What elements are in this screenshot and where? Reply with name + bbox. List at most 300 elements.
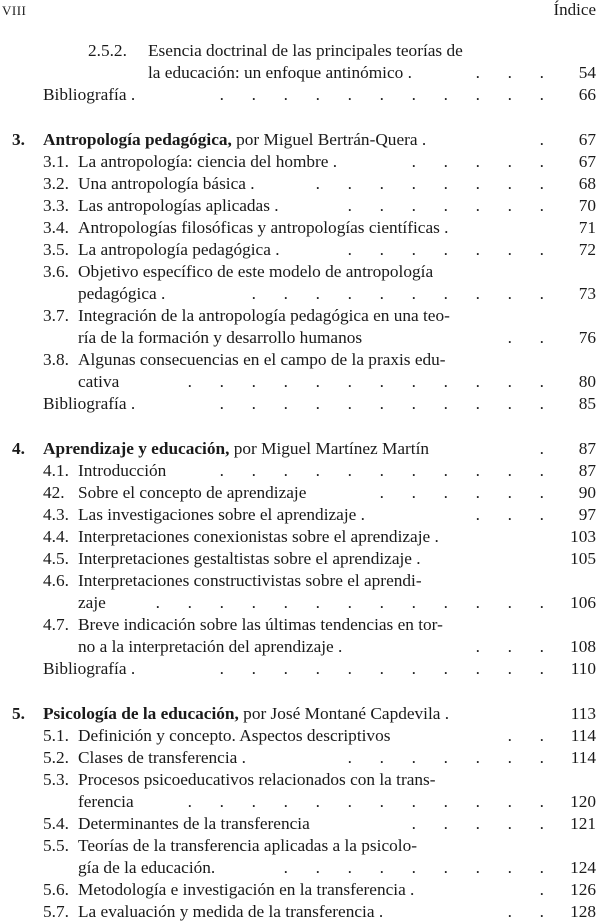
dot-leader <box>352 482 544 503</box>
leader-dot: . <box>539 902 544 921</box>
toc-line <box>0 283 600 304</box>
section-number: 4.1. <box>43 461 69 480</box>
chapter-heading <box>0 703 600 724</box>
leader-dot: . <box>347 461 352 480</box>
chapter-title: Antropología pedagógica, <box>43 130 232 149</box>
leader-dot: . <box>443 659 448 678</box>
section-title: Interpretaciones conexionistas sobre el aprendizaje . <box>78 527 439 546</box>
leader-dot: . <box>347 85 352 104</box>
section-number: 5.1. <box>43 726 69 745</box>
leader-dot: . <box>507 284 512 303</box>
running-title: Índice <box>553 0 596 19</box>
leader-dot: . <box>379 394 384 413</box>
leader-dot: . <box>443 372 448 391</box>
leader-dot: . <box>539 240 544 259</box>
leader-dot: . <box>283 461 288 480</box>
chapter-title: Aprendizaje y educación, <box>43 439 230 458</box>
section-title: Las antropologías aplicadas . <box>78 196 279 215</box>
toc-line <box>0 769 600 790</box>
leader-dot: . <box>187 593 192 612</box>
page-ref: 87 <box>578 439 596 458</box>
leader-dot: . <box>251 394 256 413</box>
leader-dot: . <box>475 505 480 524</box>
leader-dot: . <box>507 814 512 833</box>
leader-dot: . <box>443 174 448 193</box>
leader-dot: . <box>315 394 320 413</box>
dot-leader <box>448 636 544 657</box>
leader-dot: . <box>347 196 352 215</box>
leader-dot: . <box>539 483 544 502</box>
leader-dot: . <box>347 394 352 413</box>
leader-dot: . <box>539 394 544 413</box>
dot-leader <box>384 151 544 172</box>
dot-leader <box>160 371 544 392</box>
leader-dot: . <box>443 240 448 259</box>
leader-dot: . <box>219 85 224 104</box>
leader-dot: . <box>251 792 256 811</box>
section-title: ría de la formación y desarrollo humanos <box>78 328 363 347</box>
leader-dot: . <box>347 748 352 767</box>
leader-dot: . <box>283 372 288 391</box>
leader-dot: . <box>251 659 256 678</box>
leader-dot: . <box>443 483 448 502</box>
page-ref: 108 <box>570 637 596 656</box>
leader-dot: . <box>507 637 512 656</box>
section-number: 3.5. <box>43 240 69 259</box>
section-number: 42. <box>43 483 65 502</box>
section-title: Determinantes de la transferencia <box>78 814 310 833</box>
leader-dot: . <box>539 659 544 678</box>
leader-dot: . <box>411 792 416 811</box>
dot-leader <box>320 195 544 216</box>
page-ref: 76 <box>578 328 596 347</box>
section-title: Procesos psicoeducativos relacionados con la trans- <box>78 770 436 789</box>
dot-leader <box>512 438 544 459</box>
section-title: La antropología pedagógica . <box>78 240 280 259</box>
toc-line <box>0 636 600 657</box>
chapter-number: 5. <box>12 704 25 723</box>
toc-line <box>0 570 600 591</box>
chapter-heading <box>0 438 600 459</box>
leader-dot: . <box>411 85 416 104</box>
leader-dot: . <box>379 372 384 391</box>
section-number: 2.5.2. <box>88 41 127 60</box>
toc-line <box>0 460 600 481</box>
page-ref: 114 <box>570 726 596 745</box>
toc-line <box>0 879 600 900</box>
leader-dot: . <box>475 174 480 193</box>
leader-dot: . <box>347 284 352 303</box>
leader-dot: . <box>539 130 544 149</box>
section-title: cativa <box>78 372 120 391</box>
leader-dot: . <box>539 152 544 171</box>
section-title: pedagógica . <box>78 284 166 303</box>
section-number: 3.7. <box>43 306 69 325</box>
leader-dot: . <box>155 593 160 612</box>
dot-leader <box>384 813 544 834</box>
leader-dot: . <box>411 284 416 303</box>
page-ref: 66 <box>578 85 596 104</box>
chapter-number: 4. <box>12 439 25 458</box>
leader-dot: . <box>507 726 512 745</box>
section-title: la educación: un enfoque antinómico . <box>148 63 412 82</box>
page-ref: 85 <box>578 394 596 413</box>
section-title: Interpretaciones constructivistas sobre el aprendi- <box>78 571 422 590</box>
toc-line <box>0 62 600 83</box>
leader-dot: . <box>187 792 192 811</box>
toc-line <box>0 239 600 260</box>
leader-dot: . <box>347 174 352 193</box>
page-ref: 128 <box>570 902 596 921</box>
leader-dot: . <box>507 152 512 171</box>
page-ref: 68 <box>578 174 596 193</box>
toc-line <box>0 835 600 856</box>
leader-dot: . <box>443 394 448 413</box>
section-number: 5.2. <box>43 748 69 767</box>
leader-dot: . <box>539 196 544 215</box>
leader-dot: . <box>219 659 224 678</box>
toc-line <box>0 725 600 746</box>
toc-line <box>0 195 600 216</box>
chapter-number: 3. <box>12 130 25 149</box>
leader-dot: . <box>539 174 544 193</box>
leader-dot: . <box>283 85 288 104</box>
section-number: 5.3. <box>43 770 69 789</box>
leader-dot: . <box>315 174 320 193</box>
bibliography-line <box>0 658 600 679</box>
toc-line <box>0 504 600 525</box>
leader-dot: . <box>507 902 512 921</box>
toc-line <box>0 614 600 635</box>
page-ref: 80 <box>578 372 596 391</box>
dot-leader <box>448 504 544 525</box>
section-number: 3.1. <box>43 152 69 171</box>
leader-dot: . <box>379 284 384 303</box>
toc-line <box>0 901 600 922</box>
leader-dot: . <box>379 240 384 259</box>
leader-dot: . <box>507 196 512 215</box>
dot-leader <box>320 239 544 260</box>
leader-dot: . <box>443 748 448 767</box>
leader-dot: . <box>251 372 256 391</box>
leader-dot: . <box>315 659 320 678</box>
page-ref: 71 <box>578 218 596 237</box>
section-title: gía de la educación. <box>78 858 216 877</box>
leader-dot: . <box>411 394 416 413</box>
toc-line <box>0 371 600 392</box>
dot-leader <box>128 592 544 613</box>
leader-dot: . <box>443 152 448 171</box>
leader-dot: . <box>475 659 480 678</box>
dot-leader <box>192 84 544 105</box>
leader-dot: . <box>411 240 416 259</box>
bibliography-label: Bibliografía . <box>43 85 136 104</box>
leader-dot: . <box>475 637 480 656</box>
leader-dot: . <box>443 85 448 104</box>
leader-dot: . <box>283 858 288 877</box>
leader-dot: . <box>379 483 384 502</box>
leader-dot: . <box>507 63 512 82</box>
leader-dot: . <box>539 63 544 82</box>
chapter-title-line <box>43 438 429 459</box>
leader-dot: . <box>539 792 544 811</box>
dot-leader <box>320 747 544 768</box>
leader-dot: . <box>475 85 480 104</box>
leader-dot: . <box>347 858 352 877</box>
page-ref: 105 <box>570 549 596 568</box>
leader-dot: . <box>443 792 448 811</box>
leader-dot: . <box>539 461 544 480</box>
leader-dot: . <box>475 394 480 413</box>
leader-dot: . <box>315 284 320 303</box>
toc-line <box>0 151 600 172</box>
leader-dot: . <box>411 814 416 833</box>
page-number-roman: VIII <box>2 3 27 18</box>
leader-dot: . <box>411 659 416 678</box>
leader-dot: . <box>475 593 480 612</box>
toc-line <box>0 261 600 282</box>
toc-line <box>0 791 600 812</box>
leader-dot: . <box>251 461 256 480</box>
page-ref: 54 <box>578 63 596 82</box>
leader-dot: . <box>219 593 224 612</box>
page-ref: 114 <box>570 748 596 767</box>
leader-dot: . <box>443 814 448 833</box>
chapter-author: por José Montané Capdevila . <box>238 704 450 723</box>
chapter-heading <box>0 129 600 150</box>
page-ref: 70 <box>578 196 596 215</box>
leader-dot: . <box>539 748 544 767</box>
page-ref: 73 <box>578 284 596 303</box>
section-title: Antropologías filosóficas y antropologías científicas . <box>78 218 449 237</box>
leader-dot: . <box>411 152 416 171</box>
leader-dot: . <box>539 593 544 612</box>
section-title: Definición y concepto. Aspectos descriptivos <box>78 726 391 745</box>
leader-dot: . <box>283 284 288 303</box>
leader-dot: . <box>411 372 416 391</box>
dot-leader <box>224 283 544 304</box>
leader-dot: . <box>411 593 416 612</box>
chapter-author: por Miguel Bertrán-Quera . <box>231 130 427 149</box>
chapter-title: Psicología de la educación, <box>43 704 239 723</box>
toc-line <box>0 327 600 348</box>
leader-dot: . <box>507 240 512 259</box>
leader-dot: . <box>539 284 544 303</box>
toc-line <box>0 217 600 238</box>
leader-dot: . <box>251 85 256 104</box>
section-title: Sobre el concepto de aprendizaje <box>78 483 307 502</box>
leader-dot: . <box>475 372 480 391</box>
leader-dot: . <box>539 328 544 347</box>
section-number: 3.6. <box>43 262 69 281</box>
leader-dot: . <box>507 858 512 877</box>
section-title: Objetivo específico de este modelo de antropología <box>78 262 434 281</box>
toc-line <box>0 305 600 326</box>
chapter-author: por Miguel Martínez Martín <box>229 439 430 458</box>
page-ref: 90 <box>578 483 596 502</box>
toc-line <box>0 592 600 613</box>
toc-line <box>0 173 600 194</box>
dot-leader <box>192 393 544 414</box>
leader-dot: . <box>187 372 192 391</box>
leader-dot: . <box>411 748 416 767</box>
leader-dot: . <box>475 63 480 82</box>
leader-dot: . <box>347 659 352 678</box>
section-title: Una antropología básica . <box>78 174 255 193</box>
leader-dot: . <box>379 659 384 678</box>
section-number: 4.6. <box>43 571 69 590</box>
leader-dot: . <box>475 814 480 833</box>
bibliography-label: Bibliografía . <box>43 659 136 678</box>
section-number: 4.4. <box>43 527 69 546</box>
toc-line <box>0 747 600 768</box>
dot-leader <box>512 879 544 900</box>
leader-dot: . <box>379 461 384 480</box>
section-title: Metodología e investigación en la transferencia . <box>78 880 415 899</box>
leader-dot: . <box>475 284 480 303</box>
chapter-title-line <box>43 703 449 724</box>
leader-dot: . <box>539 637 544 656</box>
leader-dot: . <box>315 792 320 811</box>
section-title: Integración de la antropología pedagógica en una teo- <box>78 306 450 325</box>
leader-dot: . <box>507 792 512 811</box>
leader-dot: . <box>219 792 224 811</box>
leader-dot: . <box>219 394 224 413</box>
page-ref: 67 <box>578 130 596 149</box>
page-ref: 126 <box>570 880 596 899</box>
leader-dot: . <box>475 792 480 811</box>
section-number: 5.5. <box>43 836 69 855</box>
section-number: 5.6. <box>43 880 69 899</box>
section-title: La antropología: ciencia del hombre . <box>78 152 338 171</box>
toc-line <box>0 482 600 503</box>
leader-dot: . <box>475 152 480 171</box>
leader-dot: . <box>539 726 544 745</box>
section-title: Teorías de la transferencia aplicadas a la psicolo- <box>78 836 417 855</box>
leader-dot: . <box>379 85 384 104</box>
leader-dot: . <box>251 593 256 612</box>
section-title: Interpretaciones gestaltistas sobre el aprendizaje . <box>78 549 421 568</box>
leader-dot: . <box>315 85 320 104</box>
leader-dot: . <box>283 394 288 413</box>
dot-leader <box>288 173 544 194</box>
leader-dot: . <box>347 240 352 259</box>
leader-dot: . <box>475 483 480 502</box>
leader-dot: . <box>443 284 448 303</box>
leader-dot: . <box>379 593 384 612</box>
leader-dot: . <box>507 748 512 767</box>
leader-dot: . <box>411 461 416 480</box>
section-number: 3.2. <box>43 174 69 193</box>
leader-dot: . <box>443 196 448 215</box>
dot-leader <box>192 460 544 481</box>
leader-dot: . <box>507 328 512 347</box>
page-ref: 103 <box>570 527 596 546</box>
leader-dot: . <box>507 85 512 104</box>
page-ref: 87 <box>578 461 596 480</box>
leader-dot: . <box>443 858 448 877</box>
leader-dot: . <box>379 174 384 193</box>
leader-dot: . <box>507 461 512 480</box>
section-number: 4.3. <box>43 505 69 524</box>
leader-dot: . <box>475 748 480 767</box>
section-title: Breve indicación sobre las últimas tendencias en tor- <box>78 615 443 634</box>
section-title: Clases de transferencia . <box>78 748 246 767</box>
section-title: Introducción <box>78 461 167 480</box>
page-ref: 113 <box>570 704 596 723</box>
page-ref: 124 <box>570 858 596 877</box>
page-ref: 121 <box>570 814 596 833</box>
leader-dot: . <box>475 240 480 259</box>
leader-dot: . <box>507 505 512 524</box>
bibliography-line <box>0 393 600 414</box>
leader-dot: . <box>507 483 512 502</box>
leader-dot: . <box>315 372 320 391</box>
section-number: 5.7. <box>43 902 69 921</box>
page-ref: 110 <box>570 659 596 678</box>
leader-dot: . <box>219 461 224 480</box>
page-ref: 67 <box>578 152 596 171</box>
leader-dot: . <box>411 174 416 193</box>
leader-dot: . <box>251 284 256 303</box>
page-ref: 120 <box>570 792 596 811</box>
dot-leader <box>160 791 544 812</box>
leader-dot: . <box>411 196 416 215</box>
toc-line <box>0 349 600 370</box>
leader-dot: . <box>475 858 480 877</box>
dot-leader <box>448 62 544 83</box>
leader-dot: . <box>219 372 224 391</box>
section-title: Las investigaciones sobre el aprendizaje . <box>78 505 365 524</box>
bibliography-line <box>0 84 600 105</box>
leader-dot: . <box>507 394 512 413</box>
page-ref: 97 <box>578 505 596 524</box>
leader-dot: . <box>379 748 384 767</box>
leader-dot: . <box>475 461 480 480</box>
leader-dot: . <box>379 858 384 877</box>
section-title: zaje <box>78 593 106 612</box>
leader-dot: . <box>347 593 352 612</box>
leader-dot: . <box>507 593 512 612</box>
leader-dot: . <box>315 461 320 480</box>
leader-dot: . <box>539 814 544 833</box>
leader-dot: . <box>443 461 448 480</box>
section-title: ferencia <box>78 792 134 811</box>
page-ref: 72 <box>578 240 596 259</box>
section-title: Algunas consecuencias en el campo de la praxis edu- <box>78 350 446 369</box>
bibliography-label: Bibliografía . <box>43 394 136 413</box>
leader-dot: . <box>539 880 544 899</box>
toc-line <box>0 548 600 569</box>
leader-dot: . <box>347 372 352 391</box>
leader-dot: . <box>283 593 288 612</box>
leader-dot: . <box>475 196 480 215</box>
toc-line <box>0 857 600 878</box>
dot-leader <box>480 901 544 922</box>
section-title: no a la interpretación del aprendizaje . <box>78 637 343 656</box>
leader-dot: . <box>507 659 512 678</box>
section-number: 5.4. <box>43 814 69 833</box>
leader-dot: . <box>283 792 288 811</box>
leader-dot: . <box>411 858 416 877</box>
dot-leader <box>192 658 544 679</box>
leader-dot: . <box>411 483 416 502</box>
section-title: Esencia doctrinal de las principales teorías de <box>148 41 463 60</box>
leader-dot: . <box>507 174 512 193</box>
leader-dot: . <box>347 792 352 811</box>
leader-dot: . <box>443 593 448 612</box>
section-number: 3.3. <box>43 196 69 215</box>
